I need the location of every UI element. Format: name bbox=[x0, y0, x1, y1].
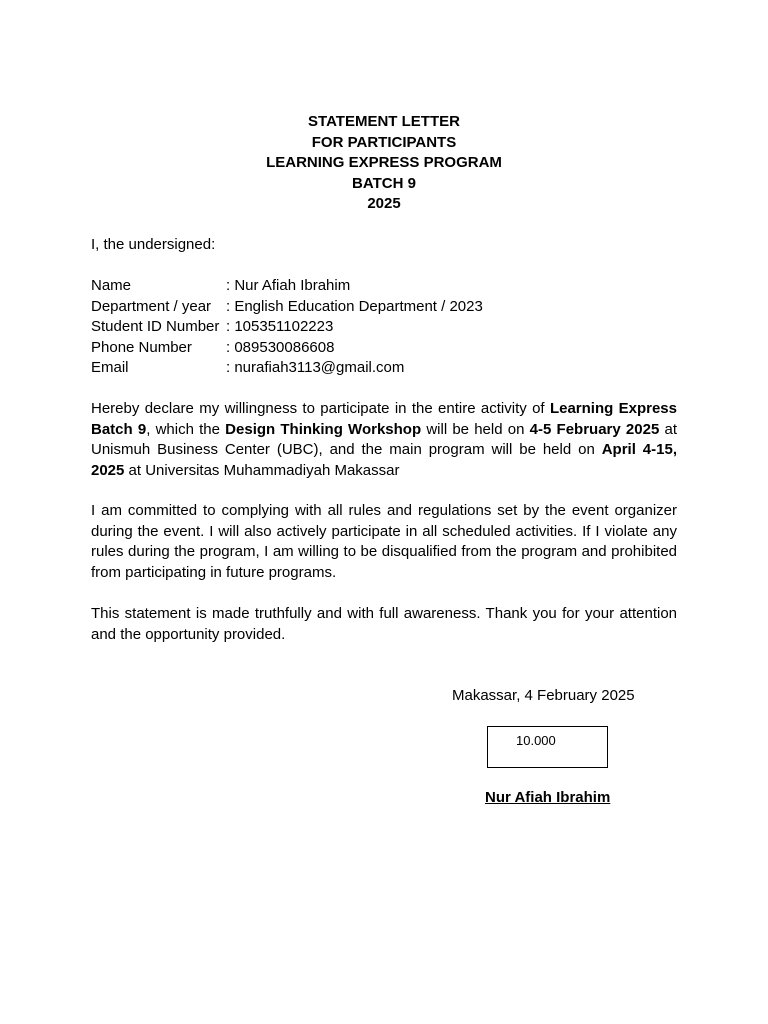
info-value: : 089530086608 bbox=[226, 338, 335, 356]
info-label: Department / year bbox=[91, 297, 212, 315]
closing-paragraph: This statement is made truthfully and with full awareness. Thank you for your attention and the opportunity provided. bbox=[91, 605, 677, 643]
info-value: : Nur Afiah Ibrahim bbox=[226, 277, 351, 294]
commitment-paragraph: I am committed to complying with all rules and regulations set by the event organizer during the event. I will also actively participate in all scheduled activities. If I violate any rules during the program, I am willing to be disqualified from the program and prohibited from participating in future programs. bbox=[91, 502, 677, 581]
info-row-email bbox=[91, 358, 483, 379]
info-row-student-id bbox=[91, 317, 483, 338]
stamp-value: 10.000 bbox=[516, 733, 556, 748]
title-line: FOR PARTICIPANTS bbox=[311, 133, 457, 151]
participant-info bbox=[91, 276, 483, 379]
info-row-phone bbox=[91, 338, 483, 359]
workshop-name: Design Thinking Workshop bbox=[225, 420, 422, 438]
info-row-department bbox=[91, 297, 483, 318]
info-row-name bbox=[91, 276, 483, 297]
info-value: : 105351102223 bbox=[226, 318, 334, 336]
title-line: 2025 bbox=[367, 195, 401, 213]
program-date: April 4-15, 2025 bbox=[91, 441, 677, 479]
info-label: Email bbox=[91, 359, 129, 377]
info-value: : English Education Department / 2023 bbox=[226, 297, 483, 315]
info-label: Name bbox=[91, 277, 132, 294]
title-line: STATEMENT LETTER bbox=[308, 113, 460, 130]
info-value: : nurafiah3113@gmail.com bbox=[226, 359, 405, 377]
letter-title bbox=[0, 112, 768, 215]
place-date: Makassar, 4 February 2025 bbox=[452, 687, 635, 704]
program-name: Learning Express Batch 9 bbox=[91, 400, 677, 438]
intro-text: I, the undersigned: bbox=[91, 236, 216, 253]
title-line: BATCH 9 bbox=[352, 174, 416, 192]
declaration-text: at Universitas Muhammadiyah Makassar bbox=[124, 461, 400, 479]
declaration-text: Hereby declare my willingness to participate in the entire activity of bbox=[91, 400, 550, 417]
declaration-paragraph bbox=[91, 399, 677, 481]
declaration-text: , which the bbox=[146, 420, 226, 438]
info-label: Student ID Number bbox=[91, 318, 220, 336]
declaration-text: will be held on bbox=[421, 420, 530, 438]
signer-name: Nur Afiah Ibrahim bbox=[485, 789, 611, 806]
workshop-date: 4-5 February 2025 bbox=[529, 420, 660, 438]
title-line: LEARNING EXPRESS PROGRAM bbox=[266, 154, 502, 172]
declaration-text: at Unismuh Business Center (UBC), and the main program will be held on bbox=[91, 420, 677, 459]
info-label: Phone Number bbox=[91, 338, 192, 356]
stamp-box bbox=[487, 726, 608, 768]
